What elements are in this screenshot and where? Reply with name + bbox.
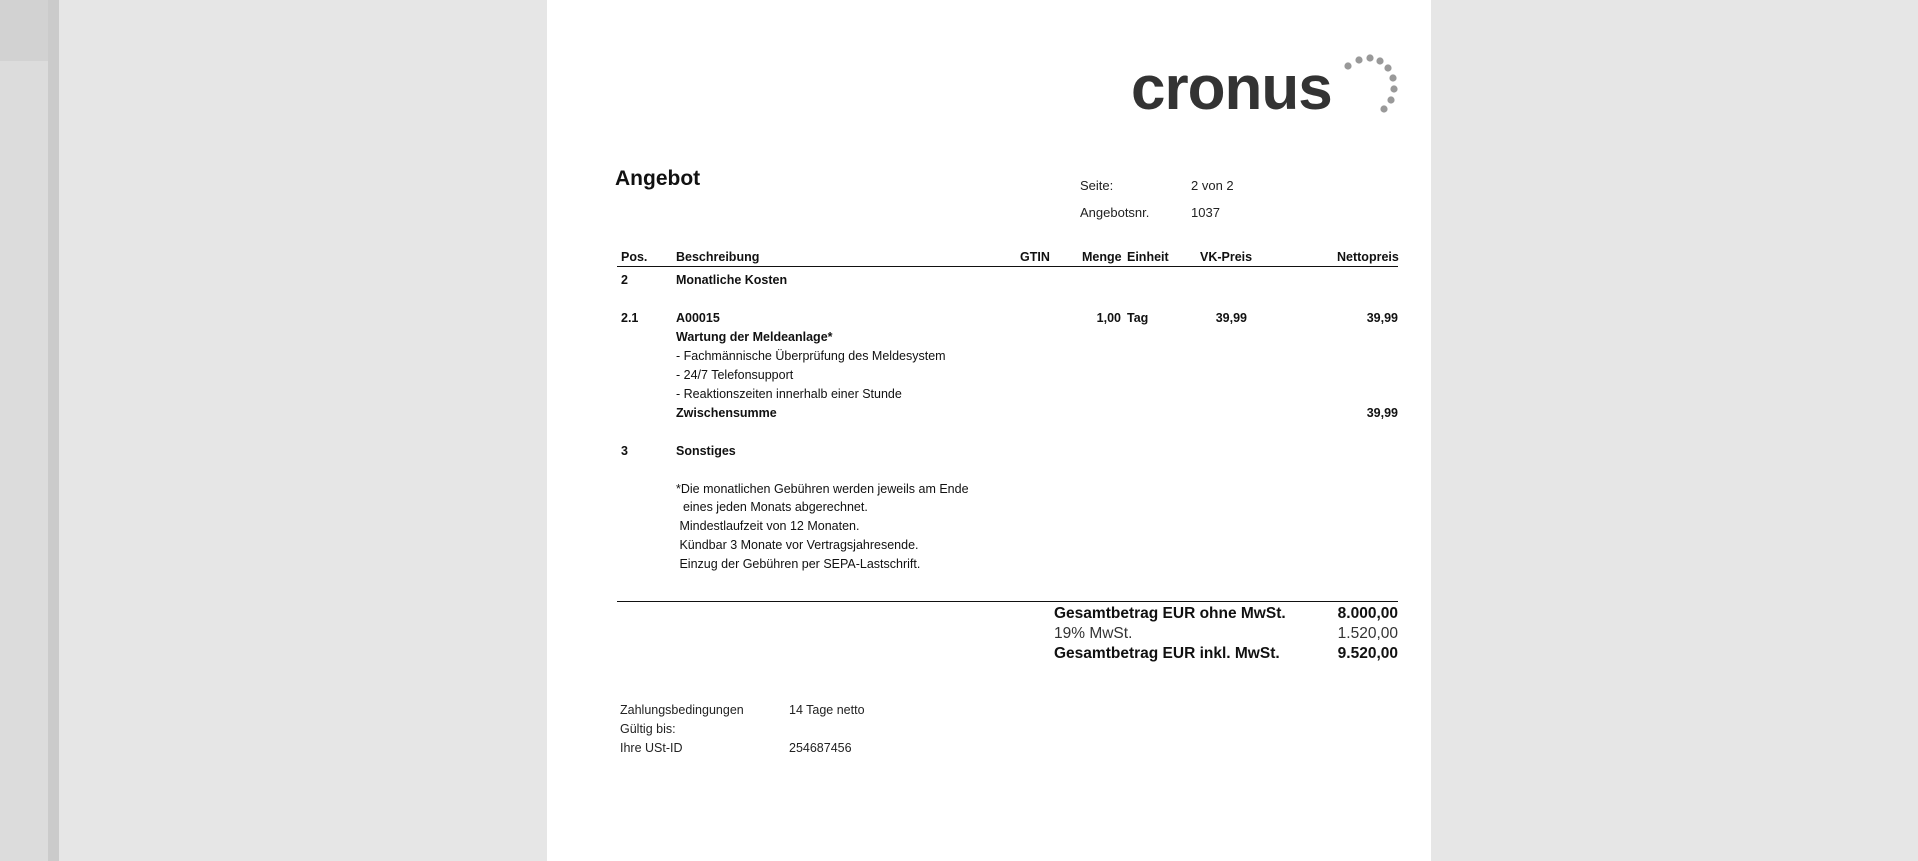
subtotal-value: 39,99 — [1366, 406, 1398, 420]
section-2-title: Monatliche Kosten — [676, 273, 788, 287]
col-header-pos: Pos. — [621, 250, 648, 264]
line-2-1-net-price: 39,99 — [1366, 311, 1398, 325]
section-3-note: Kündbar 3 Monate vor Vertragsjahresende. — [676, 538, 919, 552]
line-2-1-name: Wartung der Meldeanlage* — [676, 330, 833, 344]
subtotal-label: Zwischensumme — [676, 406, 777, 420]
header-rule — [617, 266, 1398, 267]
payment-terms-label: Zahlungsbedingungen — [620, 703, 744, 717]
page-label: Seite: — [1080, 178, 1114, 193]
section-2-pos: 2 — [621, 273, 628, 287]
col-header-net-price: Nettopreis — [1337, 250, 1399, 264]
quote-number-value: 1037 — [1191, 205, 1220, 220]
left-panel-header — [0, 0, 48, 61]
col-header-unit-price: VK-Preis — [1200, 250, 1253, 264]
vat-id-label: Ihre USt-ID — [620, 741, 683, 755]
total-gross-value: 9.520,00 — [1337, 645, 1398, 662]
line-2-1-detail: - Reaktionszeiten innerhalb einer Stunde — [676, 387, 902, 401]
line-2-1-detail: - 24/7 Telefonsupport — [676, 368, 794, 382]
document-title: Angebot — [615, 167, 701, 190]
section-3-note: Einzug der Gebühren per SEPA-Lastschrift. — [676, 557, 921, 571]
line-2-1-pos: 2.1 — [621, 311, 639, 325]
total-gross-label: Gesamtbetrag EUR inkl. MwSt. — [1054, 645, 1280, 662]
left-panel — [0, 0, 48, 861]
section-3-note: eines jeden Monats abgerechnet. — [676, 500, 868, 514]
col-header-quantity: Menge — [1082, 250, 1122, 264]
document-page — [547, 0, 1431, 861]
total-net-value: 8.000,00 — [1337, 605, 1398, 622]
vat-value: 1.520,00 — [1337, 625, 1398, 642]
payment-terms-value: 14 Tage netto — [789, 703, 865, 717]
totals-rule — [617, 601, 1398, 602]
vat-id-value: 254687456 — [789, 741, 852, 755]
vat-label: 19% MwSt. — [1054, 625, 1133, 642]
col-header-gtin: GTIN — [1020, 250, 1050, 264]
quote-number-label: Angebotsnr. — [1080, 205, 1150, 220]
section-3-title: Sonstiges — [676, 444, 736, 458]
line-2-1-unit: Tag — [1127, 311, 1149, 325]
line-2-1-item-no: A00015 — [676, 311, 720, 325]
col-header-unit: Einheit — [1127, 250, 1169, 264]
page-value: 2 von 2 — [1191, 178, 1234, 193]
line-2-1-quantity: 1,00 — [1096, 311, 1121, 325]
section-3-note: *Die monatlichen Gebühren werden jeweils am Ende — [676, 482, 969, 496]
line-2-1-unit-price: 39,99 — [1215, 311, 1247, 325]
col-header-description: Beschreibung — [676, 250, 760, 264]
company-logo: cronus — [1131, 54, 1332, 123]
line-2-1-detail: - Fachmännische Überprüfung des Meldesystem — [676, 349, 946, 363]
logo-dots-icon — [1317, 52, 1407, 127]
total-net-label: Gesamtbetrag EUR ohne MwSt. — [1054, 605, 1286, 622]
panel-splitter[interactable] — [48, 0, 59, 861]
valid-until-label: Gültig bis: — [620, 722, 676, 736]
section-3-pos: 3 — [621, 444, 628, 458]
section-3-note: Mindestlaufzeit von 12 Monaten. — [676, 519, 860, 533]
